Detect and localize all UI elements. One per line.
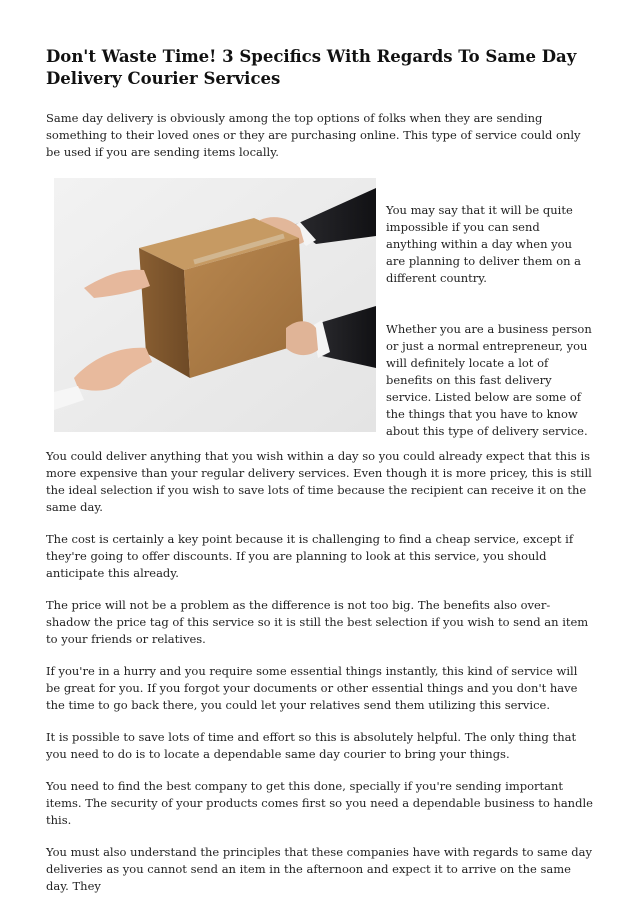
- body-paragraph: It is possible to save lots of time and effort so this is absolutely helpful. The only thing that you need to do is to locate a dependable same day courier to bring your things.: [46, 730, 577, 761]
- body-paragraph: The price will not be a problem as the difference is not too big. The benefits also over-shadow the price tag of this service so it is still the best selection if you wish to send an item to your friends or relatives.: [46, 598, 589, 646]
- body-paragraph: You must also understand the principles that these companies have with regards to same day deliveries as you cannot send an item in the afternoon and expect it to arrive on the same day. They: [46, 845, 593, 893]
- delivery-photo: [54, 178, 376, 432]
- intro-paragraph: Same day delivery is obviously among the top options of folks when they are sending something to their loved ones or they are purchasing online. This type of service could only be used if you are sending items locally.: [46, 111, 581, 159]
- body-paragraph: If you're in a hurry and you require some essential things instantly, this kind of service will be great for you. If you forgot your documents or other essential things and you don't have the time to go back there, you could let your relatives send them utilizing this service.: [46, 664, 578, 712]
- body-paragraph: The cost is certainly a key point because it is challenging to find a cheap service, except if they're going to offer discounts. If you are planning to look at this service, you should anticipate this already.: [46, 532, 574, 580]
- body-text: [46, 448, 594, 895]
- body-paragraph: You need to find the best company to get this done, specially if you're sending important items. The security of your products comes first so you need a dependable business to handle this.: [46, 779, 593, 827]
- document-title: Don't Waste Time! 3 Specifics With Regards To Same Day Delivery Courier Services: [46, 47, 577, 88]
- side-paragraph: You may say that it will be quite impossible if you can send anything within a day when you are planning to deliver them on a different country.: [386, 203, 582, 285]
- body-paragraph: You could deliver anything that you wish within a day so you could already expect that this is more expensive than your regular delivery services. Even though it is more pricey, this is still the ideal selection if you wish to save lots of time because the recipient can receive it on the same day.: [46, 449, 592, 514]
- side-paragraph: Whether you are a business person or just a normal entrepreneur, you will definitely locate a lot of benefits on this fast delivery service. Listed below are some of the things that you have to know about this type of delivery service.: [386, 322, 592, 438]
- side-text: [386, 202, 594, 440]
- feature-section: [46, 178, 594, 438]
- document-page: [46, 46, 594, 895]
